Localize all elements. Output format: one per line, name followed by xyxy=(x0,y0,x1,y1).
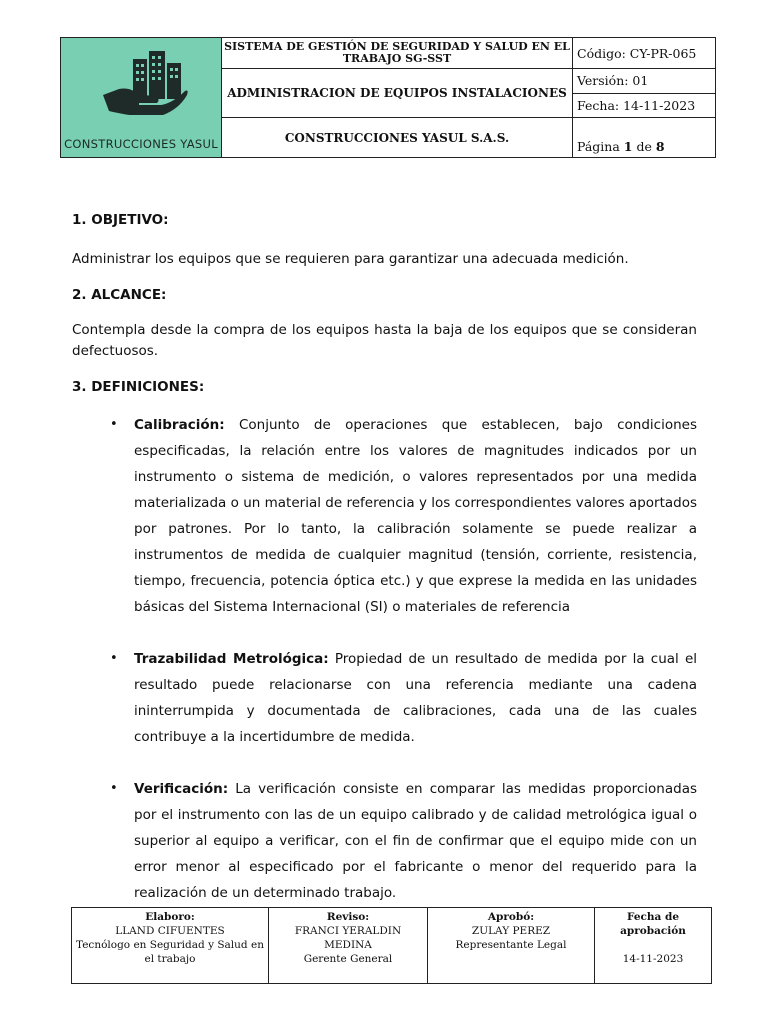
bullet-icon: • xyxy=(110,417,118,432)
document-header xyxy=(60,37,716,158)
reviso-name: FRANCI YERALDIN MEDINA xyxy=(294,925,402,951)
definition-text: Propiedad de un resultado de medida por la cual el resultado puede relacionarse con una referencia mediante una cadena ininterrumpida y documentada de calibraciones, cada una de las cuales contribuye a la incertidumbre de medida. xyxy=(134,651,698,745)
bullet-icon: • xyxy=(110,651,118,666)
page-total: 8 xyxy=(655,139,665,154)
definition-item xyxy=(110,776,697,906)
objetivo-text: Administrar los equipos que se requieren para garantizar una adecuada medición. xyxy=(72,251,629,267)
definition-term: Verificación: xyxy=(134,781,229,797)
document-title: ADMINISTRACION DE EQUIPOS INSTALACIONES xyxy=(222,69,573,118)
company-name: CONSTRUCCIONES YASUL S.A.S. xyxy=(222,118,573,158)
document-date: Fecha: 14-11-2023 xyxy=(577,98,696,113)
reviso-cell: Reviso: FRANCI YERALDIN MEDINA Gerente General xyxy=(269,908,428,984)
definition-term: Calibración: xyxy=(134,417,225,433)
aprobo-name: ZULAY PEREZ xyxy=(471,925,551,937)
definition-item xyxy=(110,412,697,620)
definitions-list xyxy=(110,412,697,906)
fecha-aprobacion-cell: Fecha de aprobación 14-11-2023 xyxy=(595,908,712,984)
definition-text: Conjunto de operaciones que establecen, bajo condiciones especificadas, la relación entre los valores de magnitudes indicados por un instrumento o sistema de medición, o valores representados por una medida materializada o un material de referencia y los correspondientes valores aportados por patrones. Por lo tanto, la calibración solamente se puede realizar a instrumentos de medida de cualquier magnitud (tensión, corriente, resistencia, tiempo, frecuencia, potencia óptica etc.) y que exprese la medida en las unidades básicas del Sistema Internacional (SI) o materiales de referencia xyxy=(134,417,697,615)
page-current: 1 xyxy=(623,139,633,154)
elaboro-name: LLAND CIFUENTES xyxy=(115,925,225,937)
alcance-text: Contempla desde la compra de los equipos hasta la baja de los equipos que se consideran defectuosos. xyxy=(72,322,697,359)
reviso-role: Gerente General xyxy=(303,953,393,965)
elaboro-cell: Elaboro: LLAND CIFUENTES Tecnólogo en Seguridad y Salud en el trabajo xyxy=(72,908,269,984)
definition-text: La verificación consiste en comparar las medidas proporcionadas por el instrumento con las de un equipo calibrado y de calidad metrológica igual o superior al equipo a verificar, con el fin de confirmar que el equipo mide con un error menor al especificado por el fabricante o menor del requerido para la realización de un determinado trabajo. xyxy=(134,781,697,901)
alcance-heading: 2. ALCANCE: xyxy=(72,287,167,303)
company-logo xyxy=(61,38,222,158)
approval-footer xyxy=(71,907,712,984)
definiciones-heading: 3. DEFINICIONES: xyxy=(72,379,205,395)
document-version: Versión: 01 xyxy=(573,69,715,94)
system-title: SISTEMA DE GESTIÓN DE SEGURIDAD Y SALUD EN EL TRABAJO SG-SST xyxy=(222,38,573,69)
page-number: Página 1 de 8 xyxy=(573,118,716,158)
buildings-hand-logo-icon xyxy=(99,47,191,125)
fecha-aprobacion-value: 14-11-2023 xyxy=(622,953,684,965)
document-code: Código: CY-PR-065 xyxy=(573,38,716,69)
objetivo-heading: 1. OBJETIVO: xyxy=(72,212,169,228)
aprobo-role: Representante Legal xyxy=(455,939,567,951)
elaboro-role: Tecnólogo en Seguridad y Salud en el trabajo xyxy=(76,939,264,965)
logo-company-name: CONSTRUCCIONES YASUL xyxy=(64,136,218,151)
definition-item xyxy=(110,646,697,750)
definition-term: Trazabilidad Metrológica: xyxy=(134,651,329,667)
aprobo-cell: Aprobó: ZULAY PEREZ Representante Legal xyxy=(428,908,595,984)
bullet-icon: • xyxy=(110,781,118,796)
